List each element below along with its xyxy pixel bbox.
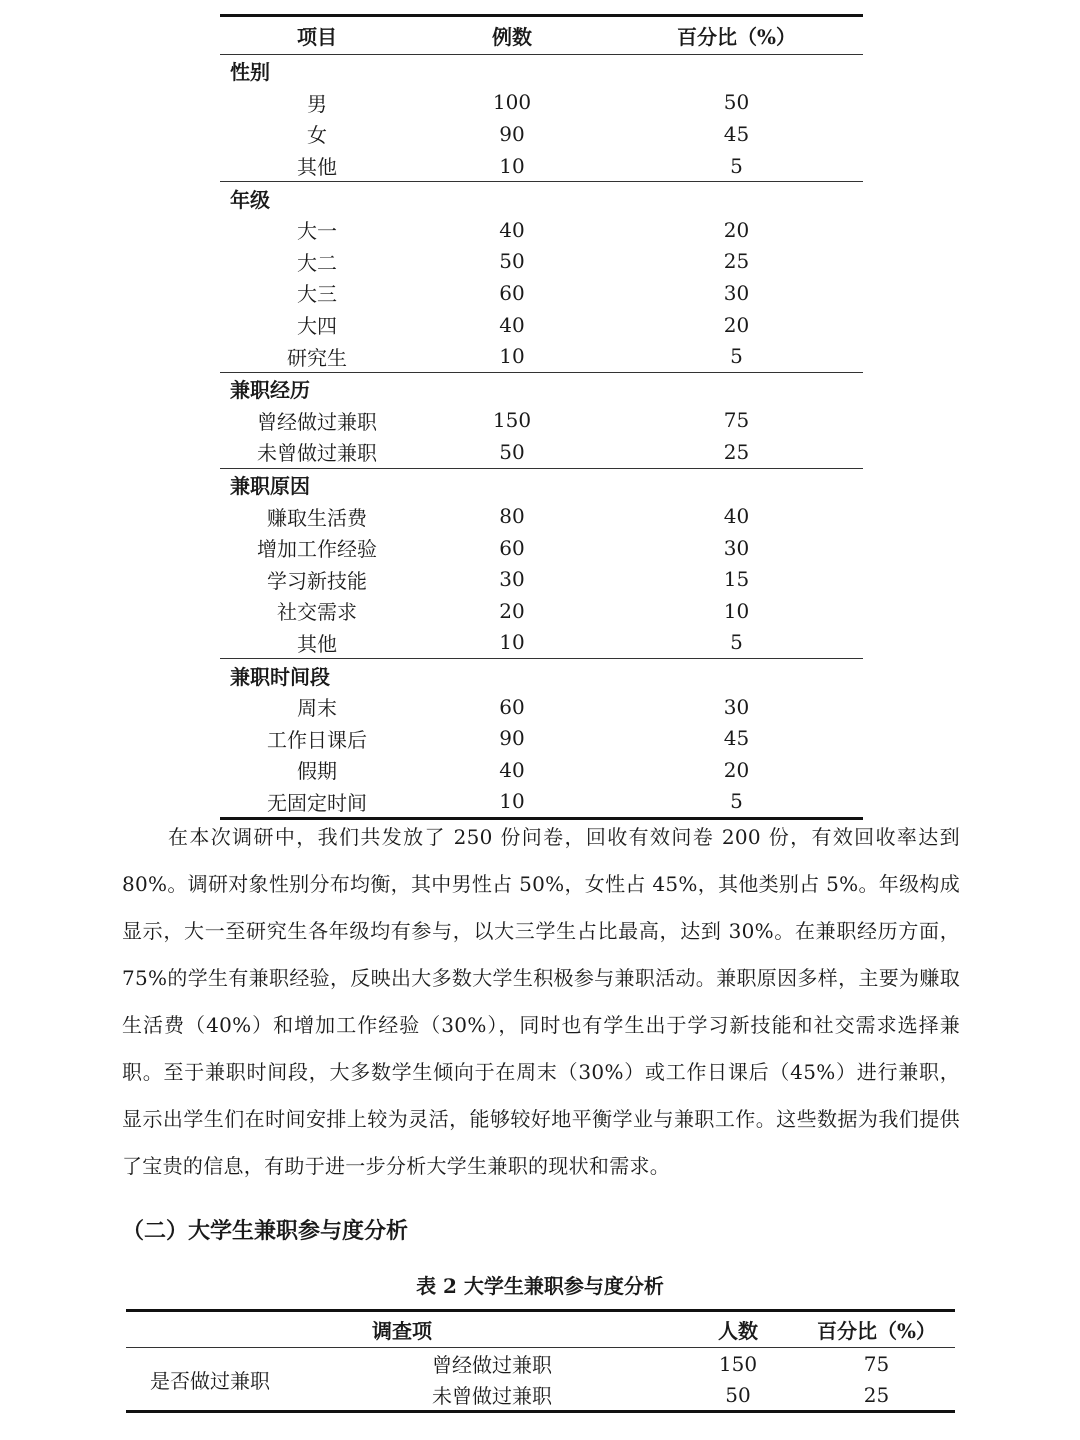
cell-item: 周末 — [297, 696, 337, 721]
cell-count: 150 — [718, 1351, 758, 1376]
cell-percent: 75 — [863, 1351, 890, 1376]
cell-count: 60 — [499, 280, 525, 305]
header-percent: 百分比（%） — [798, 1311, 955, 1348]
table-row — [220, 340, 863, 372]
cell-item: 研究生 — [287, 345, 347, 370]
body-paragraph: 在本次调研中，我们共发放了 250 份问卷，回收有效问卷 200 份，有效回收率达到 80%。调研对象性别分布均衡，其中男性占 50%，女性占 45%，其他类别占 5%。年级构成显示，大一至研究生各年级均有参与，以大三学生占比最高，达到 30%。在兼职经历方面，75%的学生有兼职经验，反映出大多数大学生积极参与兼职活动。兼职原因多样，主要为赚取生活费（40%）和增加工作经验（30%），同时也有学生出于学习新技能和社交需求选择兼职。至于兼职时间段，大多数学生倾向于在周末（30%）或工作日课后（45%）进行兼职，显示出学生们在时间安排上较为灵活，能够较好地平衡学业与兼职工作。这些数据为我们提供了宝贵的信息，有助于进一步分析大学生兼职的现状和需求。 — [122, 825, 960, 1178]
cell-count: 10 — [414, 786, 610, 819]
section-heading: （二）大学生兼职参与度分析 — [122, 1219, 409, 1244]
cell-percent: 5 — [730, 344, 743, 369]
cell-count: 40 — [499, 757, 525, 782]
table-row — [220, 595, 863, 627]
cell-item: 学习新技能 — [267, 568, 367, 593]
group-row — [220, 372, 863, 404]
cell-item: 工作日课后 — [267, 727, 367, 752]
table-row — [220, 722, 863, 754]
cell-count: 90 — [499, 726, 525, 751]
cell-percent: 5 — [730, 153, 743, 178]
cell-item: 大四 — [297, 314, 337, 339]
cell-item: 增加工作经验 — [257, 537, 377, 562]
table-row — [220, 150, 863, 182]
cell-item: 其他 — [297, 155, 337, 180]
cell-percent: 45 — [723, 726, 750, 751]
cell-count: 30 — [499, 567, 525, 592]
cell-percent: 30 — [723, 694, 750, 719]
cell-item: 假期 — [297, 759, 337, 784]
group-label: 年级 — [220, 182, 863, 214]
table-1-header-row — [220, 16, 863, 55]
table-row — [220, 754, 863, 786]
cell-item: 大二 — [297, 250, 337, 275]
cell-percent: 20 — [723, 757, 750, 782]
cell-item: 大三 — [297, 282, 337, 307]
table-row — [220, 309, 863, 341]
cell-percent: 40 — [723, 504, 750, 529]
header-percent: 百分比（%） — [610, 16, 863, 55]
cell-count: 40 — [499, 312, 525, 337]
group-label: 性别 — [230, 60, 270, 85]
cell-percent: 20 — [723, 312, 750, 337]
table-row — [126, 1348, 955, 1380]
cell-percent: 75 — [723, 408, 750, 433]
cell-count: 100 — [492, 90, 532, 115]
cell-percent: 25 — [723, 249, 750, 274]
group-row — [220, 182, 863, 214]
cell-item: 未曾做过兼职 — [306, 1379, 678, 1412]
cell-count: 20 — [499, 598, 525, 623]
cell-count: 80 — [499, 504, 525, 529]
cell-count: 150 — [492, 408, 532, 433]
cell-item: 无固定时间 — [220, 786, 414, 819]
cell-item: 社交需求 — [277, 600, 357, 625]
cell-item: 曾经做过兼职 — [257, 409, 377, 434]
table-row — [220, 691, 863, 723]
cell-count: 40 — [499, 217, 525, 242]
header-count: 例数 — [414, 16, 610, 55]
table-row — [220, 87, 863, 119]
table-row — [220, 277, 863, 309]
cell-item: 其他 — [297, 631, 337, 656]
group-row — [220, 55, 863, 87]
cell-count: 60 — [499, 535, 525, 560]
group-label: 是否做过兼职 — [126, 1348, 306, 1412]
cell-count: 50 — [499, 439, 525, 464]
cell-percent: 45 — [723, 121, 750, 146]
cell-count: 60 — [499, 694, 525, 719]
group-label: 兼职原因 — [220, 468, 863, 500]
group-row — [220, 468, 863, 500]
cell-percent: 5 — [610, 786, 863, 819]
cell-item: 未曾做过兼职 — [257, 441, 377, 466]
cell-percent: 30 — [723, 280, 750, 305]
cell-percent: 25 — [798, 1379, 955, 1412]
header-survey-item: 调查项 — [126, 1311, 678, 1348]
group-label: 兼职经历 — [220, 372, 863, 404]
cell-percent: 25 — [723, 439, 750, 464]
cell-item: 曾经做过兼职 — [432, 1353, 552, 1377]
cell-count: 10 — [499, 153, 525, 178]
table-2 — [126, 1309, 955, 1413]
table-row — [220, 627, 863, 659]
cell-count: 50 — [499, 249, 525, 274]
table-row — [220, 564, 863, 596]
cell-percent: 15 — [723, 567, 750, 592]
table-row — [220, 500, 863, 532]
cell-count: 50 — [678, 1379, 798, 1412]
table-row — [220, 436, 863, 468]
cell-percent: 5 — [730, 630, 743, 655]
table-row — [220, 118, 863, 150]
cell-item: 男 — [307, 91, 327, 116]
cell-item: 赚取生活费 — [267, 505, 367, 530]
group-label: 兼职时间段 — [220, 659, 863, 691]
group-row — [220, 659, 863, 691]
cell-percent: 30 — [723, 535, 750, 560]
table-row — [220, 532, 863, 564]
cell-percent: 10 — [723, 598, 750, 623]
cell-count: 10 — [499, 344, 525, 369]
table-row — [220, 214, 863, 246]
cell-count: 10 — [499, 630, 525, 655]
table-1 — [220, 14, 863, 820]
cell-item: 女 — [307, 123, 327, 148]
cell-item: 大一 — [297, 219, 337, 244]
table-2-caption: 表 2 大学生兼职参与度分析 — [416, 1274, 664, 1298]
cell-count: 90 — [499, 121, 525, 146]
table-row — [220, 405, 863, 437]
header-people-count: 人数 — [678, 1311, 798, 1348]
cell-percent: 20 — [723, 217, 750, 242]
header-item: 项目 — [220, 16, 414, 55]
table-2-header-row — [126, 1311, 955, 1348]
cell-percent: 50 — [723, 90, 750, 115]
table-row — [220, 246, 863, 278]
